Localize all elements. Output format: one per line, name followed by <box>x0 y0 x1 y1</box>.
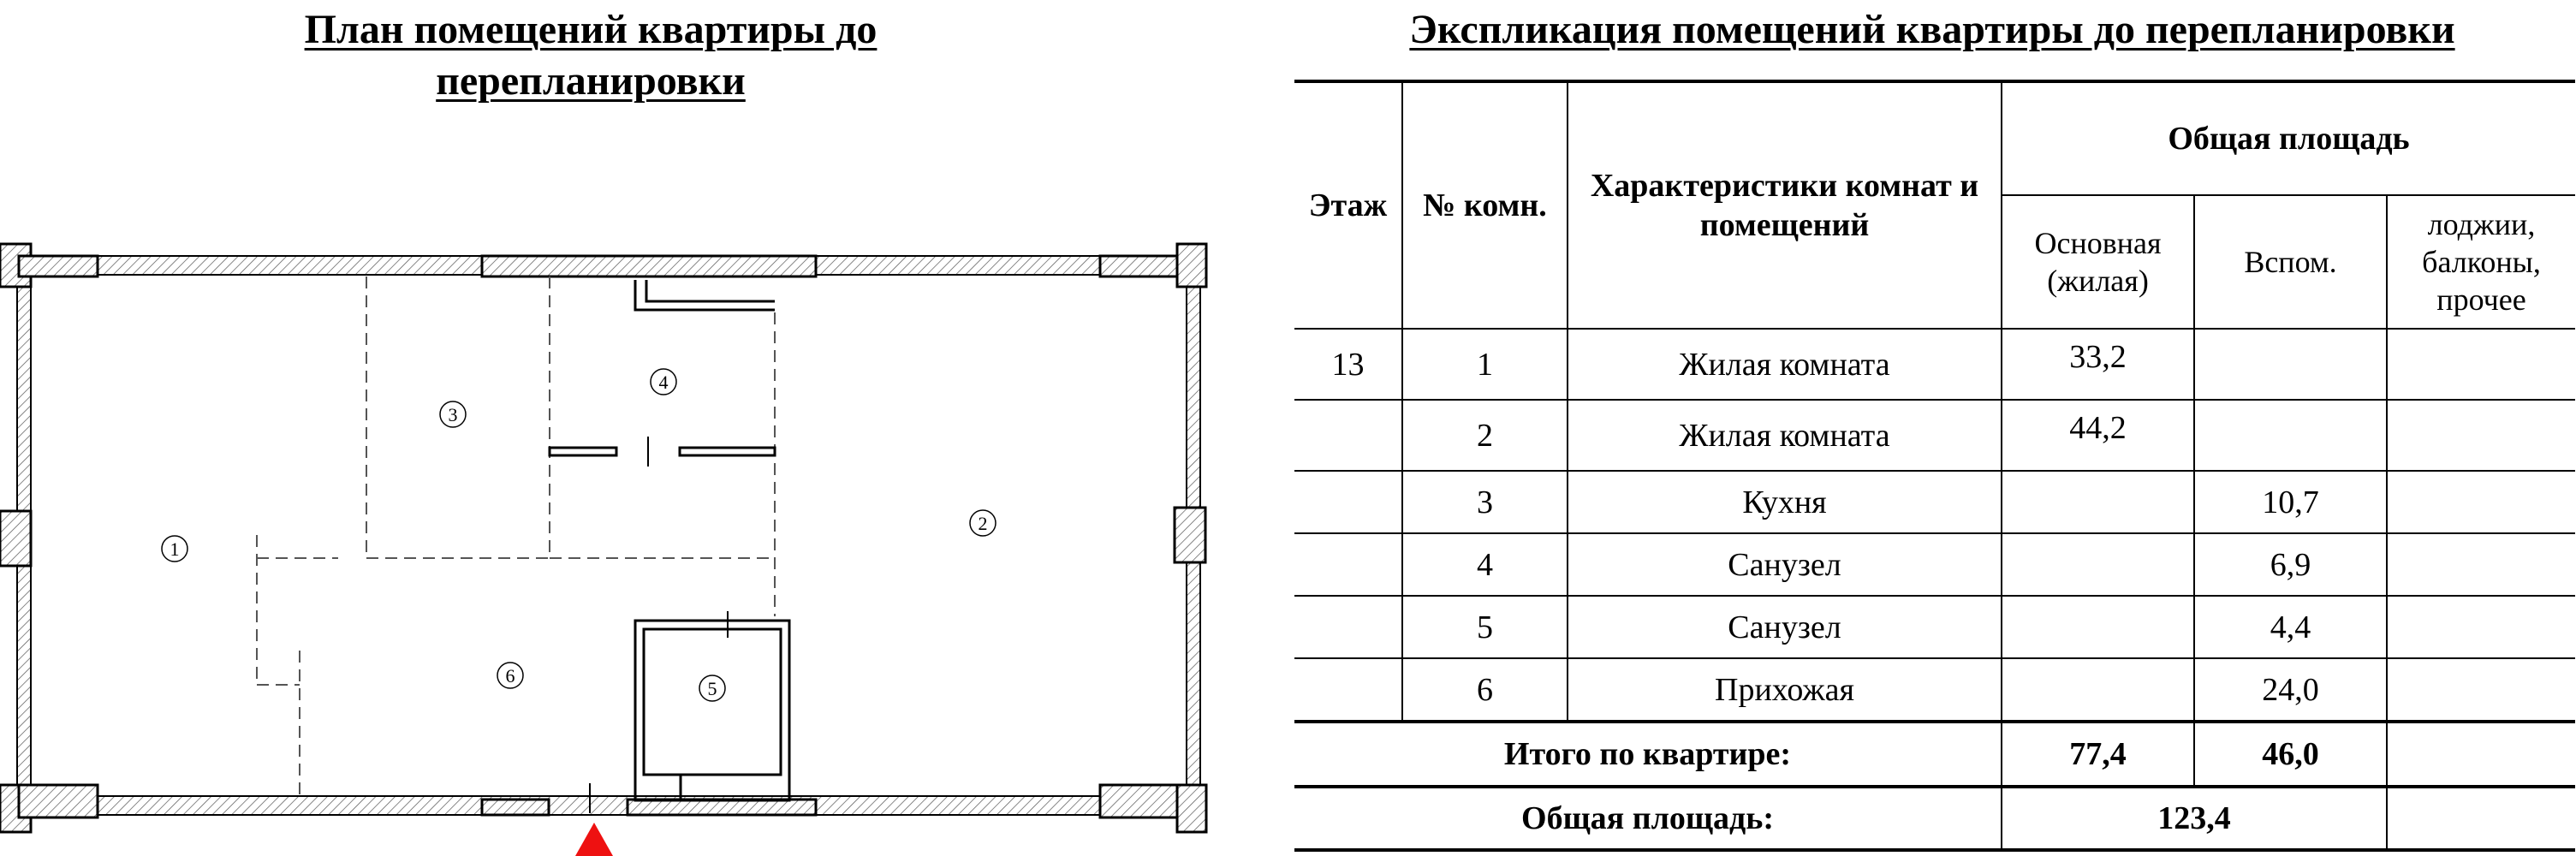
cell-aux <box>2194 329 2387 400</box>
cell-floor <box>1294 533 1402 596</box>
header-main: Основная (жилая) <box>2002 195 2194 329</box>
svg-text:3: 3 <box>448 404 458 425</box>
header-total-area: Общая площадь <box>2002 81 2575 195</box>
svg-text:4: 4 <box>658 372 669 393</box>
cell-name: Жилая комната <box>1568 329 2002 400</box>
explication-table <box>1294 80 2575 852</box>
total-row <box>1294 722 2575 787</box>
grand-total-label: Общая площадь: <box>1294 787 2002 850</box>
floor-plan <box>0 0 1224 856</box>
room-label-6 <box>497 663 523 688</box>
table-row <box>1294 533 2575 596</box>
cell-name: Санузел <box>1568 533 2002 596</box>
room-label-4 <box>651 369 676 395</box>
room-labels <box>162 369 996 701</box>
outer-walls <box>17 256 1200 815</box>
total-loggia <box>2387 722 2575 787</box>
cell-aux: 4,4 <box>2194 596 2387 658</box>
cell-name: Прихожая <box>1568 658 2002 722</box>
cell-main <box>2002 658 2194 722</box>
grand-total-row <box>1294 787 2575 850</box>
room-label-3 <box>440 401 466 427</box>
header-aux: Вспом. <box>2194 195 2387 329</box>
dashed-partitions <box>257 276 775 796</box>
cell-room-no: 4 <box>1402 533 1568 596</box>
cell-main: 44,2 <box>2002 400 2194 471</box>
cell-aux: 24,0 <box>2194 658 2387 722</box>
room-label-5 <box>699 675 725 701</box>
header-floor: Этаж <box>1294 81 1402 329</box>
cell-aux <box>2194 400 2387 471</box>
cell-room-no: 3 <box>1402 471 1568 533</box>
solid-room-walls <box>550 280 789 800</box>
entrance-arrow-icon <box>575 823 613 856</box>
svg-text:1: 1 <box>170 538 180 560</box>
cell-loggia <box>2387 329 2575 400</box>
cell-name: Жилая комната <box>1568 400 2002 471</box>
cell-loggia <box>2387 596 2575 658</box>
cell-main: 33,2 <box>2002 329 2194 400</box>
cell-floor <box>1294 596 1402 658</box>
grand-total-empty <box>2387 787 2575 850</box>
total-label: Итого по квартире: <box>1294 722 2002 787</box>
plan-title: План помещений квартиры до перепланировки <box>304 7 878 104</box>
total-aux: 46,0 <box>2194 722 2387 787</box>
cell-floor <box>1294 471 1402 533</box>
svg-text:5: 5 <box>707 678 717 699</box>
cell-main <box>2002 471 2194 533</box>
header-loggia: лоджии, балконы, прочее <box>2387 195 2575 329</box>
table-row <box>1294 596 2575 658</box>
cell-name: Санузел <box>1568 596 2002 658</box>
table-row <box>1294 471 2575 533</box>
cell-room-no: 1 <box>1402 329 1568 400</box>
room-label-1 <box>162 536 187 562</box>
cell-floor <box>1294 400 1402 471</box>
cell-room-no: 6 <box>1402 658 1568 722</box>
header-room-no: № комн. <box>1402 81 1568 329</box>
cell-floor <box>1294 658 1402 722</box>
cell-loggia <box>2387 533 2575 596</box>
room-label-2 <box>970 510 996 536</box>
cell-room-no: 2 <box>1402 400 1568 471</box>
cell-loggia <box>2387 471 2575 533</box>
svg-text:2: 2 <box>978 513 988 534</box>
header-characteristics: Характеристики комнат и помещений <box>1568 81 2002 329</box>
explication-title: Экспликация помещений квартиры до перепланировки <box>1409 7 2455 52</box>
total-main: 77,4 <box>2002 722 2194 787</box>
cell-floor: 13 <box>1294 329 1402 400</box>
cell-main <box>2002 596 2194 658</box>
table-row <box>1294 400 2575 471</box>
cell-main <box>2002 533 2194 596</box>
cell-aux: 6,9 <box>2194 533 2387 596</box>
cell-loggia <box>2387 658 2575 722</box>
table-row <box>1294 329 2575 400</box>
cell-loggia <box>2387 400 2575 471</box>
cell-room-no: 5 <box>1402 596 1568 658</box>
table-row <box>1294 658 2575 722</box>
cell-name: Кухня <box>1568 471 2002 533</box>
cell-aux: 10,7 <box>2194 471 2387 533</box>
svg-text:6: 6 <box>505 665 515 687</box>
grand-total-value: 123,4 <box>2002 787 2387 850</box>
